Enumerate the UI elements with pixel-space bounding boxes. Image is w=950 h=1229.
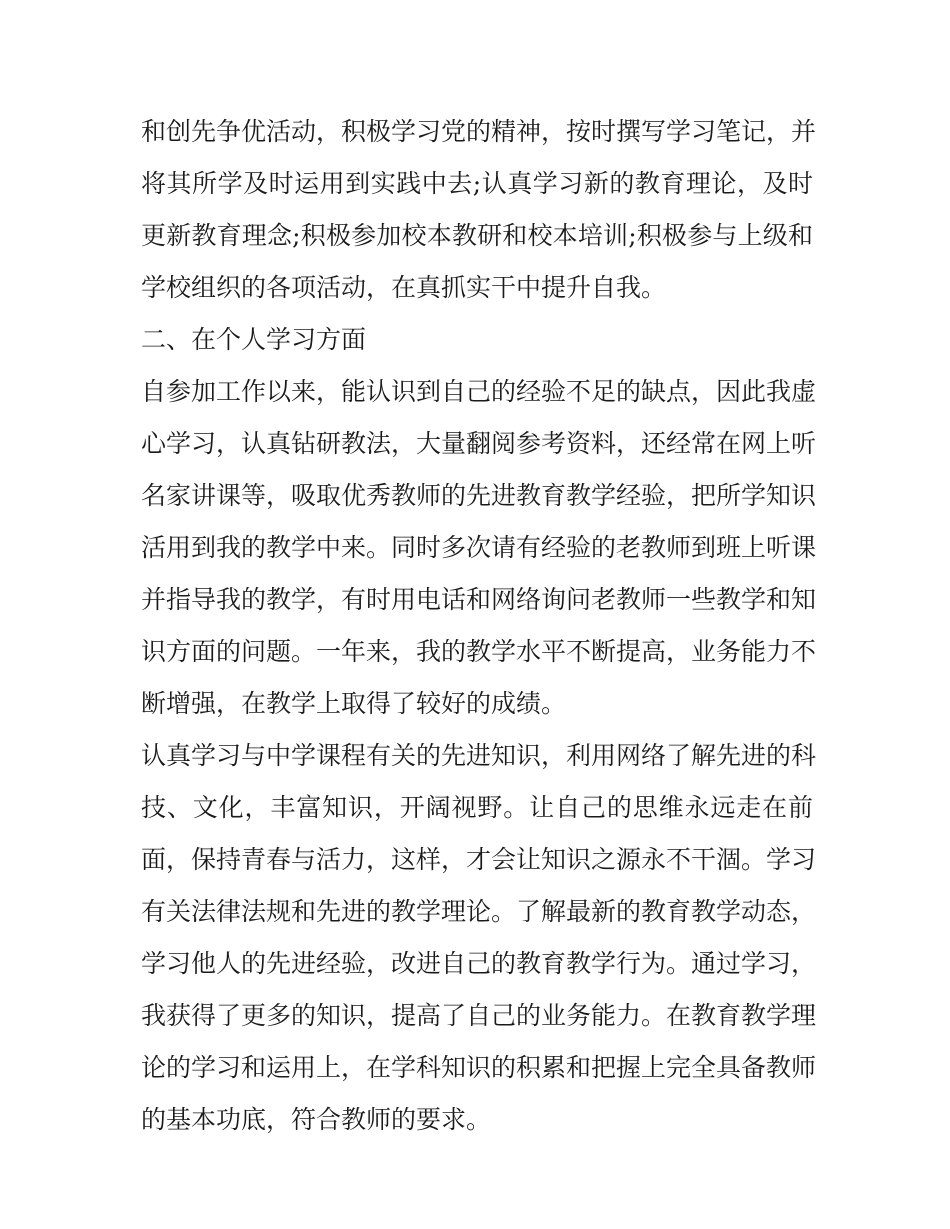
section-heading-personal-study [141,314,813,366]
text-line: 活用到我的教学中来。同时多次请有经验的老教师到班上听课 [141,533,817,562]
text-line: 断增强，在教学上取得了较好的成绩。 [141,689,567,718]
text-line: 自参加工作以来，能认识到自己的经验不足的缺点，因此我虚 [141,377,817,406]
text-line: 名家讲课等，吸取优秀教师的先进教育教学经验，把所学知识 [141,481,817,510]
text-line: 的基本功底，符合教师的要求。 [141,1105,492,1134]
text-line: 我获得了更多的知识，提高了自己的业务能力。在教育教学理 [141,1001,817,1030]
text-line: 识方面的问题。一年来，我的教学水平不断提高，业务能力不 [141,637,817,666]
text-line: 并指导我的教学，有时用电话和网络询问老教师一些教学和知 [141,585,817,614]
text-line: 学校组织的各项活动，在真抓实干中提升自我。 [141,273,667,302]
document-body [141,106,817,1146]
paragraph-self-learning [141,366,817,730]
text-line: 心学习，认真钻研教法，大量翻阅参考资料，还经常在网上听 [141,429,817,458]
text-line: 有关法律法规和先进的教学理论。了解最新的教育教学动态， [141,897,817,926]
text-line: 面，保持青春与活力，这样，才会让知识之源永不干涸。学习 [141,845,817,874]
paragraph-party-study [141,106,817,314]
text-line: 论的学习和运用上，在学科知识的积累和把握上完全具备教师 [141,1053,817,1082]
text-line: 将其所学及时运用到实践中去;认真学习新的教育理论，及时 [141,169,813,198]
text-line: 学习他人的先进经验，改进自己的教育教学行为。通过学习， [141,949,817,978]
text-line: 技、文化，丰富知识，开阔视野。让自己的思维永远走在前 [141,793,813,822]
text-line: 和创先争优活动，积极学习党的精神，按时撰写学习笔记，并 [141,117,817,146]
paragraph-advanced-knowledge [141,730,817,1146]
section-heading: 二、在个人学习方面 [141,325,367,354]
text-line: 更新教育理念;积极参加校本教研和校本培训;积极参与上级和 [141,221,813,250]
text-line: 认真学习与中学课程有关的先进知识，利用网络了解先进的科 [141,741,817,770]
